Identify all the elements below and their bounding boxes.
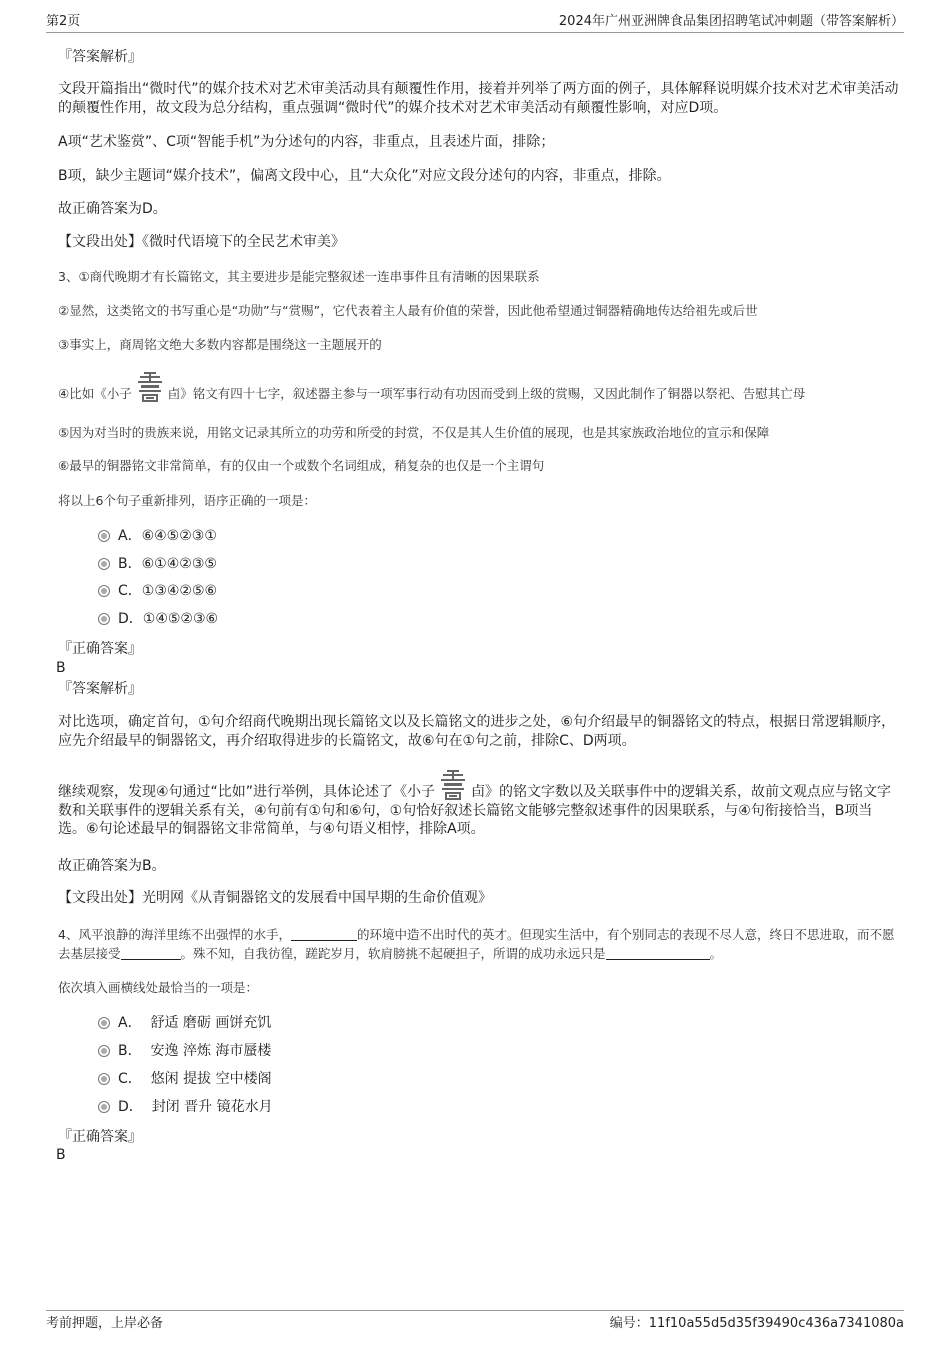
option-text: ⑥④⑤②③① — [141, 528, 217, 544]
blank-2 — [121, 946, 181, 960]
option-text: ①④⑤②③⑥ — [142, 611, 219, 627]
q3-sentence-4-part-a: ④比如《小子 — [58, 386, 132, 401]
option-text: ⑥①④②③⑤ — [141, 556, 217, 572]
option-letter: C． — [118, 583, 142, 599]
option-letter: D． — [118, 611, 143, 627]
option-letter: B． — [118, 556, 142, 572]
option-letter: D． — [118, 1099, 143, 1115]
option-text: 舒适 磨砺 画饼充饥 — [150, 1015, 272, 1031]
q3-answer-label: 『正确答案』 — [58, 641, 142, 657]
ancient-character-glyph-icon — [435, 768, 471, 802]
q4-option-a[interactable] — [98, 1014, 271, 1032]
q2-source: 【文段出处】《微时代语境下的全民艺术审美》 — [58, 234, 345, 250]
blank-3 — [606, 946, 710, 960]
page-header — [46, 14, 904, 33]
q3-analysis-para2-part-b: 卣》的铭文字数以及关联事件中的逻辑关系，故前文观点应与铭文字数和关联事件的逻辑关系有关，④句前有①句和⑥句，①句恰好叙述长篇铭文能够完整叙述事件的因果联系，与④句衔接恰当，B项当选。⑥句论述最早的铜器铭文非常简单，与④句语义相悖，排除A项。 — [58, 784, 892, 837]
radio-button-icon[interactable] — [98, 613, 110, 625]
ancient-character-glyph-icon — [132, 370, 168, 404]
q2-analysis-para2: A项“艺术鉴赏”、C项“智能手机”为分述句的内容，非重点，且表述片面，排除； — [58, 134, 555, 150]
q3-analysis-para1: 对比选项，确定首句，①句介绍商代晚期出现长篇铭文以及长篇铭文的进步之处，⑥句介绍最早的铜器铭文的特点，根据日常逻辑顺序，应先介绍最早的铜器铭文，再介绍取得进步的长篇铭文，故⑥句在①句之前，排除C、D两项。 — [58, 714, 896, 749]
radio-button-icon[interactable] — [98, 1045, 110, 1057]
option-text: ①③④②⑤⑥ — [141, 583, 218, 599]
q3-option-c[interactable] — [98, 582, 217, 600]
document-id: 编号：11f10a55d5d35f39490c436a7341080a — [609, 1316, 904, 1331]
radio-button-icon[interactable] — [98, 1073, 110, 1085]
option-letter: A． — [118, 1015, 142, 1031]
q3-sentence-6: ⑥最早的铜器铭文非常简单，有的仅由一个或数个名词组成，稍复杂的也仅是一个主谓句 — [58, 458, 545, 473]
option-letter: A． — [118, 528, 142, 544]
blank-1 — [291, 927, 357, 941]
q2-analysis-para3: B项，缺少主题词“媒介技术”，偏离文段中心，且“大众化”对应文段分述句的内容，非重点，排除。 — [58, 168, 671, 184]
q4-option-b[interactable] — [98, 1042, 271, 1060]
q4-answer-label: 『正确答案』 — [58, 1129, 142, 1145]
option-letter: C． — [118, 1071, 142, 1087]
q2-analysis-label: 『答案解析』 — [58, 49, 142, 65]
q4-stem-part-c: 。殊不知，自我彷徨，蹉跎岁月，软肩膀挑不起硬担子，所谓的成功永远只是 — [180, 946, 606, 961]
q3-prompt: 将以上6个句子重新排列，语序正确的一项是： — [58, 493, 316, 508]
option-text: 封闭 晋升 镜花水月 — [151, 1099, 273, 1115]
radio-button-icon[interactable] — [98, 585, 110, 597]
q2-analysis-para1: 文段开篇指出“微时代”的媒介技术对艺术审美活动具有颠覆性作用，接着并列举了两方面的例子，具体解释说明媒介技术对艺术审美活动的颠覆性作用，故文段为总分结构，重点强调“微时代”的媒介技术对艺术审美活动有颠覆性影响，对应D项。 — [58, 81, 899, 116]
q2-answer-line: 故正确答案为D。 — [58, 201, 167, 217]
q3-sentence-3: ③事实上，商周铭文绝大多数内容都是围绕这一主题展开的 — [58, 337, 382, 352]
option-text: 悠闲 提拔 空中楼阁 — [150, 1071, 272, 1087]
q4-stem-part-d: 。 — [709, 946, 723, 961]
q3-source: 【文段出处】光明网《从青铜器铭文的发展看中国早期的生命价值观》 — [58, 890, 492, 906]
q4-stem-part-a: 4、风平浪静的海洋里练不出强悍的水手， — [58, 927, 291, 942]
q3-option-a[interactable] — [98, 527, 217, 545]
q3-sentence-2: ②显然，这类铭文的书写重心是“功勋”与“赏赐”，它代表着主人最有价值的荣誉，因此他希望通过铜器精确地传达给祖先或后世 — [58, 303, 758, 318]
q4-stem — [58, 925, 900, 963]
q4-prompt: 依次填入画横线处最恰当的一项是： — [58, 980, 259, 995]
q3-sentence-4 — [58, 370, 900, 404]
q3-answer-line: 故正确答案为B。 — [58, 858, 166, 874]
q3-option-b[interactable] — [98, 555, 217, 573]
radio-button-icon[interactable] — [98, 1017, 110, 1029]
q4-stem-part-b: 的环境中造不出时代的英才。但现实生活中，有个别同志的表现不尽人意，终日不思进取，而不愿去基层接受 — [58, 927, 895, 961]
q3-analysis-para2-part-a: 继续观察，发现④句通过“比如”进行举例，具体论述了《小子 — [58, 784, 436, 800]
q4-option-d[interactable] — [98, 1098, 273, 1116]
q3-answer: B — [56, 660, 66, 676]
q3-sentence-1: 3、①商代晚期才有长篇铭文，其主要进步是能完整叙述一连串事件且有清晰的因果联系 — [58, 269, 540, 284]
q4-option-c[interactable] — [98, 1070, 272, 1088]
q3-analysis-label: 『答案解析』 — [58, 681, 142, 697]
radio-button-icon[interactable] — [98, 1101, 110, 1113]
page-footer — [46, 1310, 904, 1340]
document-title: 2024年广州亚洲牌食品集团招聘笔试冲刺题（带答案解析） — [558, 14, 904, 29]
option-text: 安逸 淬炼 海市蜃楼 — [150, 1043, 272, 1059]
q3-sentence-4-part-b: 卣》铭文有四十七字，叙述器主参与一项军事行动有功因而受到上级的赏赐，又因此制作了铜器以祭祀、告慰其亡母 — [167, 386, 806, 401]
page-number: 第2页 — [46, 14, 81, 29]
radio-button-icon[interactable] — [98, 530, 110, 542]
q4-answer: B — [56, 1147, 66, 1163]
option-letter: B． — [118, 1043, 142, 1059]
q3-option-d[interactable] — [98, 610, 218, 628]
q3-analysis-para2 — [58, 768, 900, 838]
q3-sentence-5: ⑤因为对当时的贵族来说，用铭文记录其所立的功劳和所受的封赏，不仅是其人生价值的展现，也是其家族政治地位的宣示和保障 — [58, 425, 770, 440]
footer-slogan: 考前押题，上岸必备 — [46, 1316, 164, 1331]
radio-button-icon[interactable] — [98, 558, 110, 570]
